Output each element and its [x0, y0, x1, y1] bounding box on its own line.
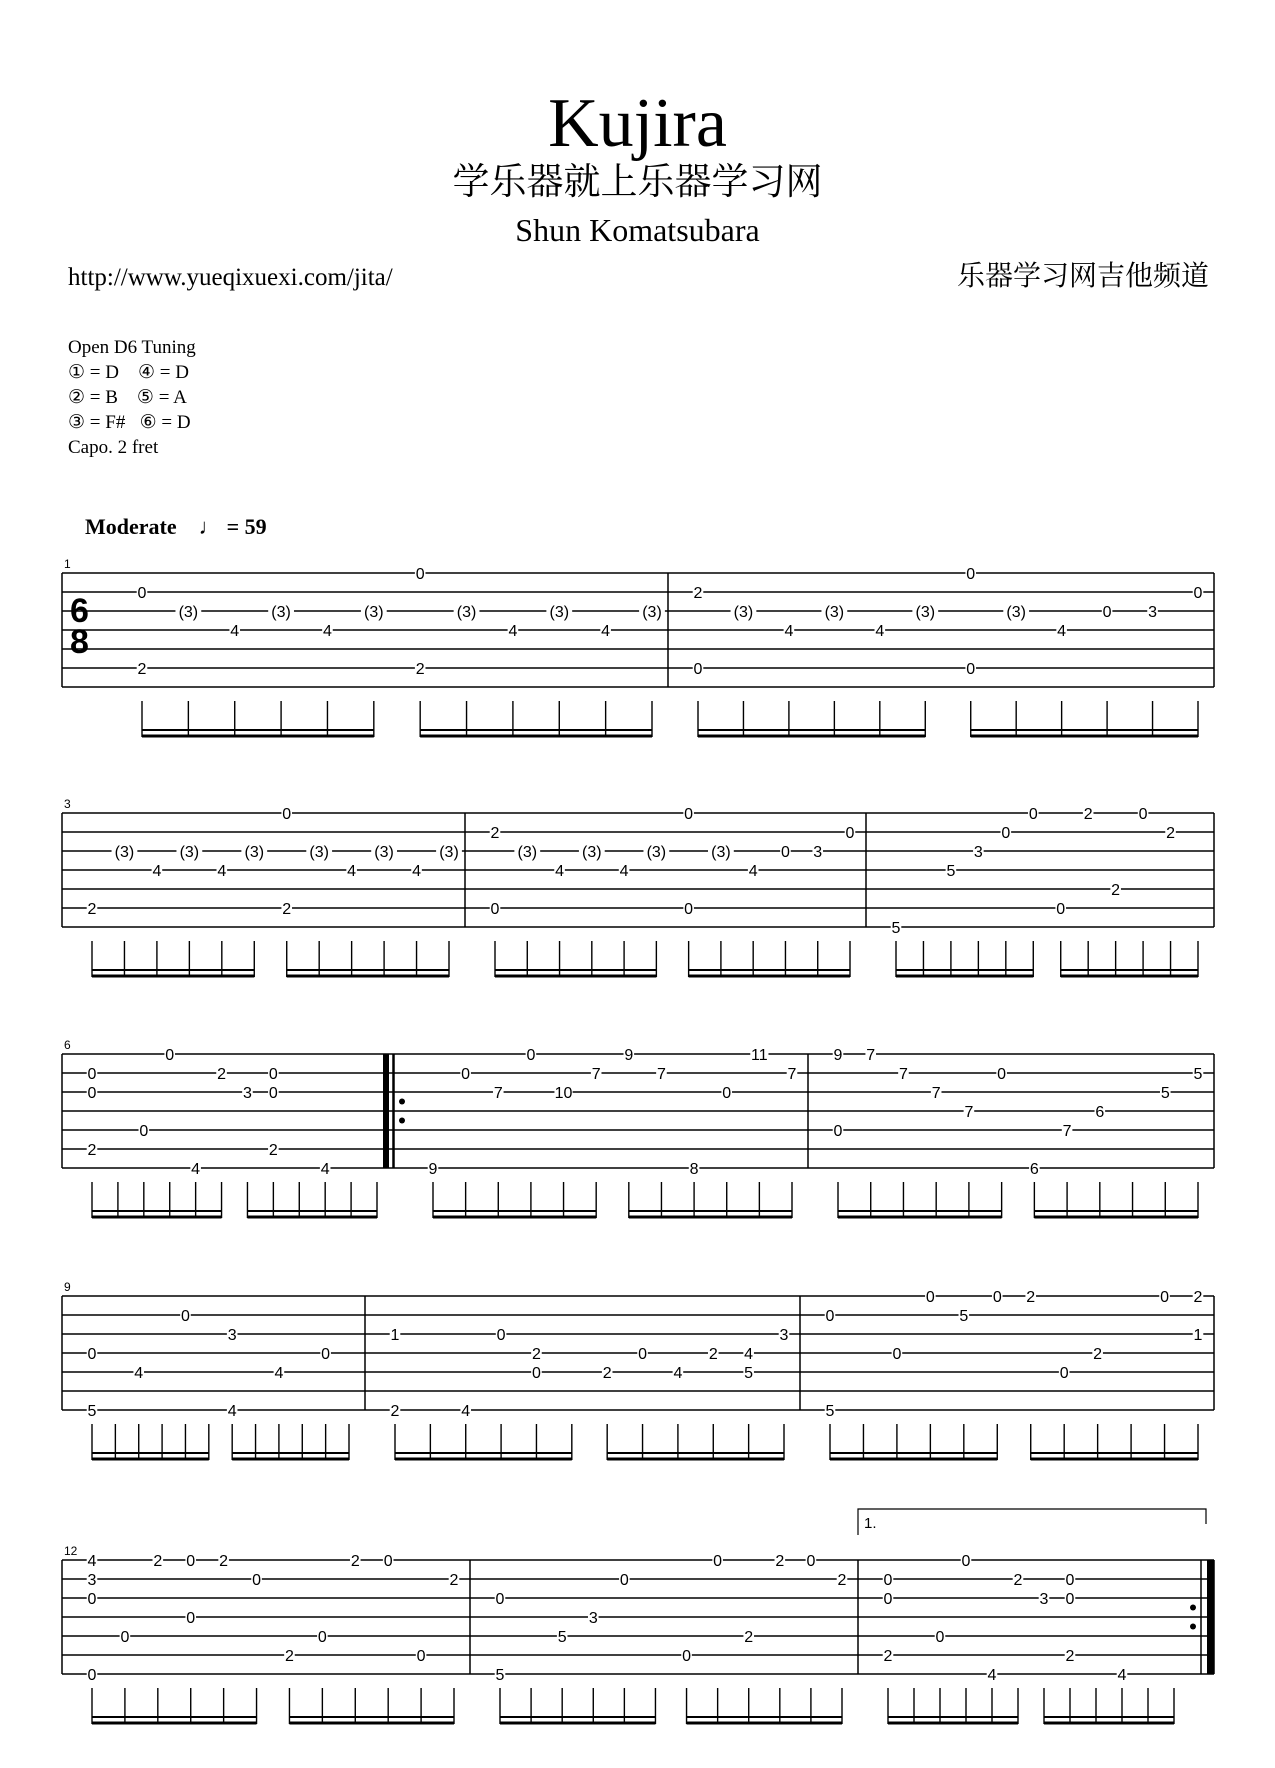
fret-number: 0 [461, 1066, 471, 1083]
fret-number: 0 [1056, 901, 1066, 918]
fret-number: 0 [684, 806, 694, 823]
fret-number: 0 [883, 1572, 893, 1589]
fret-number: (3) [517, 844, 538, 861]
fret-number: 7 [1062, 1123, 1072, 1140]
quarter-note-icon: ♩ [198, 514, 221, 539]
fret-number: 0 [806, 1553, 816, 1570]
fret-number: 3 [243, 1085, 252, 1102]
fret-number: 0 [925, 1289, 935, 1306]
fret-number: (3) [733, 604, 754, 621]
fret-number: 8 [689, 1161, 699, 1178]
fret-number: 0 [638, 1346, 647, 1363]
fret-number: (3) [309, 844, 329, 861]
fret-number: 2 [693, 585, 703, 602]
fret-number: 2 [1166, 825, 1175, 842]
fret-number: 2 [775, 1553, 785, 1570]
fret-number: 4 [191, 1161, 201, 1178]
fret-number: 4 [412, 863, 421, 880]
fret-number: 0 [935, 1629, 945, 1646]
fret-number: (3) [1006, 604, 1026, 621]
fret-number: 2 [137, 661, 147, 678]
fret-number: 0 [416, 1648, 426, 1665]
fret-number: 0 [415, 566, 425, 583]
fret-number: 7 [899, 1066, 908, 1083]
fret-number: 0 [722, 1085, 732, 1102]
fret-number: 3 [87, 1572, 97, 1589]
fret-number: 0 [961, 1553, 971, 1570]
fret-number: (3) [364, 604, 384, 621]
volta-label: 1. [864, 1515, 877, 1532]
repeat-thick-bar [383, 1054, 389, 1168]
song-title: Kujira [548, 85, 727, 162]
fret-number: 4 [1057, 623, 1067, 640]
fret-number: 0 [1028, 806, 1038, 823]
fret-number: 0 [186, 1610, 196, 1627]
fret-number: 4 [601, 623, 611, 640]
fret-number: 4 [508, 623, 518, 640]
fret-number: 2 [415, 661, 425, 678]
fret-number: 2 [1013, 1572, 1023, 1589]
fret-number: 3 [973, 844, 983, 861]
fret-number: 2 [449, 1572, 459, 1589]
fret-number: (3) [824, 604, 845, 621]
tempo-bpm: = 59 [226, 514, 267, 539]
fret-number: 0 [997, 1066, 1007, 1083]
fret-number: 4 [987, 1667, 997, 1684]
volta-bracket [858, 1509, 1206, 1535]
fret-number: 0 [1102, 604, 1112, 621]
fret-number: 3 [1148, 604, 1157, 621]
fret-number: (3) [456, 604, 477, 621]
fret-number: 0 [268, 1066, 278, 1083]
measure-number: 12 [64, 1544, 78, 1558]
fret-number: 6 [1029, 1161, 1039, 1178]
fret-number: 0 [1059, 1365, 1069, 1382]
fret-number: 2 [1083, 806, 1093, 823]
fret-number: 9 [428, 1161, 438, 1178]
fret-number: (3) [642, 604, 662, 621]
fret-number: 0 [87, 1591, 97, 1608]
tuning-string: ③ = F# [68, 412, 126, 433]
fret-number: 5 [1193, 1066, 1203, 1083]
fret-number: (3) [582, 844, 602, 861]
fret-number: 0 [181, 1308, 190, 1325]
tuning-name: Open D6 Tuning [68, 337, 196, 358]
fret-number: 2 [708, 1346, 718, 1363]
fret-number: (3) [549, 604, 570, 621]
fret-number: 0 [87, 1667, 97, 1684]
fret-number: 0 [87, 1085, 97, 1102]
fret-number: 0 [1065, 1591, 1075, 1608]
tuning-string: ④ = D [137, 362, 189, 383]
fret-number: 2 [350, 1553, 360, 1570]
source-url[interactable]: http://www.yueqixuexi.com/jita/ [68, 264, 393, 291]
fret-number: 0 [139, 1123, 149, 1140]
fret-number: 4 [152, 863, 162, 880]
tuning-string: ① = D [68, 362, 119, 383]
fret-number: 11 [751, 1047, 768, 1064]
fret-number: 4 [619, 863, 629, 880]
fret-number: 4 [748, 863, 758, 880]
fret-number: 0 [966, 661, 976, 678]
fret-number: 10 [554, 1085, 573, 1102]
fret-number: 2 [744, 1629, 754, 1646]
fret-number: 0 [1160, 1289, 1169, 1306]
fret-number: 2 [217, 1066, 226, 1083]
fret-number: 9 [833, 1047, 843, 1064]
measure-number: 6 [64, 1038, 71, 1052]
fret-number: (3) [178, 604, 199, 621]
fret-number: (3) [915, 604, 936, 621]
tuning-string: ② = B [68, 387, 118, 408]
fret-number: 4 [555, 863, 564, 880]
fret-number: (3) [374, 844, 394, 861]
fret-number: 7 [787, 1066, 797, 1083]
fret-number: 2 [87, 901, 97, 918]
fret-number: (3) [114, 844, 135, 861]
tempo-label: Moderate [85, 514, 177, 539]
fret-number: 0 [682, 1648, 691, 1665]
fret-number: 0 [321, 1346, 331, 1363]
tuning-string: ⑥ = D [139, 412, 191, 433]
subtitle: 学乐器就上乐器学习网 [452, 160, 823, 203]
capo-info: Capo. 2 fret [68, 437, 159, 458]
fret-number: 0 [1138, 806, 1148, 823]
fret-number: 2 [282, 901, 292, 918]
fret-number: 9 [624, 1047, 634, 1064]
fret-number: (3) [439, 844, 459, 861]
fret-number: 2 [532, 1346, 541, 1363]
fret-number: 0 [87, 1346, 97, 1363]
fret-number: 2 [883, 1648, 893, 1665]
end-thick-bar [1207, 1560, 1214, 1674]
fret-number: 5 [946, 863, 956, 880]
fret-number: 0 [252, 1572, 261, 1589]
fret-number: (3) [179, 844, 200, 861]
fret-number: 0 [137, 585, 147, 602]
fret-number: 5 [891, 920, 901, 937]
fret-number: 2 [1093, 1346, 1103, 1363]
fret-number: 2 [602, 1365, 612, 1382]
fret-number: 4 [744, 1346, 754, 1363]
fret-number: 4 [217, 863, 227, 880]
fret-number: 0 [1193, 585, 1203, 602]
fret-number: 2 [268, 1142, 278, 1159]
measure-number: 3 [64, 797, 71, 811]
fret-number: 0 [883, 1591, 893, 1608]
fret-number: 5 [825, 1403, 835, 1420]
fret-number: 2 [490, 825, 500, 842]
fret-number: 4 [227, 1403, 237, 1420]
repeat-dot [1190, 1624, 1196, 1630]
fret-number: 0 [892, 1346, 902, 1363]
fret-number: 7 [493, 1085, 503, 1102]
fret-number: 4 [323, 623, 332, 640]
fret-number: 0 [526, 1047, 536, 1064]
fret-number: (3) [646, 844, 667, 861]
repeat-dot [1190, 1605, 1196, 1611]
fret-number: 5 [744, 1365, 754, 1382]
fret-number: 4 [274, 1365, 284, 1382]
fret-number: (3) [271, 604, 291, 621]
repeat-dot [399, 1118, 405, 1124]
fret-number: 2 [1111, 882, 1121, 899]
fret-number: 7 [657, 1066, 666, 1083]
time-signature-bottom: 8 [70, 623, 89, 661]
fret-number: 0 [825, 1308, 835, 1325]
fret-number: 0 [317, 1629, 327, 1646]
measure-number: 1 [64, 557, 71, 571]
fret-number: 4 [347, 863, 357, 880]
fret-number: 4 [87, 1553, 97, 1570]
fret-number: 1 [390, 1327, 400, 1344]
fret-number: 0 [268, 1085, 278, 1102]
composer-name: Shun Komatsubara [515, 212, 760, 248]
fret-number: 2 [1065, 1648, 1075, 1665]
fret-number: 4 [784, 623, 794, 640]
fret-number: 0 [684, 901, 694, 918]
channel-name: 乐器学习网吉他频道 [956, 259, 1209, 292]
fret-number: 0 [383, 1553, 393, 1570]
fret-number: 4 [230, 623, 240, 640]
fret-number: 2 [837, 1572, 847, 1589]
fret-number: 3 [1039, 1591, 1049, 1608]
fret-number: 0 [532, 1365, 541, 1382]
fret-number: 3 [227, 1327, 237, 1344]
fret-number: 0 [490, 901, 500, 918]
fret-number: 4 [875, 623, 885, 640]
fret-number: 5 [959, 1308, 969, 1325]
fret-number: 2 [1193, 1289, 1203, 1306]
measure-number: 9 [64, 1280, 71, 1294]
fret-number: 7 [964, 1104, 974, 1121]
fret-number: 4 [320, 1161, 330, 1178]
fret-number: (3) [711, 844, 731, 861]
fret-number: 5 [87, 1403, 97, 1420]
fret-number: 0 [496, 1327, 506, 1344]
fret-number: 2 [1026, 1289, 1036, 1306]
fret-number: 0 [120, 1629, 130, 1646]
fret-number: 5 [1160, 1085, 1170, 1102]
fret-number: 0 [186, 1553, 196, 1570]
fret-number: (3) [244, 844, 265, 861]
fret-number: 4 [134, 1365, 144, 1382]
fret-number: 2 [87, 1142, 97, 1159]
fret-number: 0 [165, 1047, 175, 1064]
fret-number: 0 [966, 566, 976, 583]
fret-number: 0 [781, 844, 790, 861]
fret-number: 7 [591, 1066, 601, 1083]
fret-number: 1 [1193, 1327, 1203, 1344]
fret-number: 0 [693, 661, 703, 678]
fret-number: 0 [282, 806, 292, 823]
fret-number: 5 [557, 1629, 567, 1646]
fret-number: 0 [1065, 1572, 1075, 1589]
fret-number: 4 [461, 1403, 471, 1420]
fret-number: 3 [779, 1327, 789, 1344]
fret-number: 6 [1095, 1104, 1105, 1121]
fret-number: 3 [813, 844, 823, 861]
repeat-dot [399, 1099, 405, 1105]
fret-number: 2 [285, 1648, 294, 1665]
fret-number: 2 [219, 1553, 229, 1570]
fret-number: 2 [390, 1403, 400, 1420]
fret-number: 0 [713, 1553, 723, 1570]
fret-number: 5 [495, 1667, 505, 1684]
fret-number: 0 [992, 1289, 1002, 1306]
fret-number: 3 [588, 1610, 598, 1627]
fret-number: 0 [495, 1591, 505, 1608]
fret-number: 0 [87, 1066, 97, 1083]
tuning-string: ⑤ = A [136, 387, 187, 408]
time-signature-top: 6 [70, 592, 89, 630]
fret-number: 4 [673, 1365, 683, 1382]
fret-number: 4 [1117, 1667, 1127, 1684]
fret-number: 7 [866, 1047, 876, 1064]
fret-number: 2 [153, 1553, 163, 1570]
fret-number: 0 [833, 1123, 843, 1140]
fret-number: 7 [931, 1085, 941, 1102]
fret-number: 0 [1001, 825, 1011, 842]
fret-number: 0 [619, 1572, 629, 1589]
fret-number: 0 [845, 825, 855, 842]
